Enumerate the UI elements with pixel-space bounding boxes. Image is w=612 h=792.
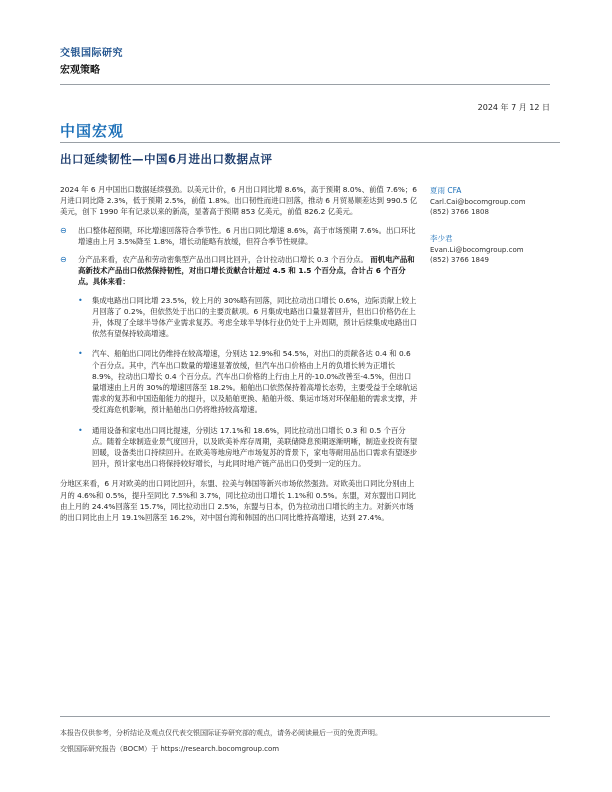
circle-minus-icon: ⊖ (60, 255, 67, 265)
report-date: 2024 年 7 月 12 日 (477, 103, 550, 112)
sub-bullet-autos-ships (60, 348, 418, 415)
sub-bullet-ic (60, 295, 418, 340)
sub-bullet-text: 汽车、船舶出口同比仍维持在较高增速，分别达 12.9%和 54.5%，对出口的贡献各达 0.4 和 0.6 个百分点。其中，汽车出口数量的增速显著放缓，但汽车出口价格由上月的负增长转为正增长 8.9%，拉动出口增长 0.4 个百分点。汽车出口价格的上行由上月的-10.0%改善至-4.5%，但出口量增速由上月的 30%的增速回落至 18.2%。船舶出口依然保持着高增长态势，主要受益于全球航运需求的复苏和中国造船能力的提升，以及船舶更换、船舶升级、集运市场对环保船舶的需求支撑，并受红海危机影响，预计船舶出口仍将维持较高增速。 (92, 349, 418, 415)
analyst-card-1 (430, 186, 560, 218)
analyst-phone: (852) 3766 1849 (430, 256, 489, 264)
footer-disclaimer: 本报告仅供参考，分析结论及观点仅代表交银国际证券研究部的观点，请务必阅读最后一页的免责声明。 (60, 729, 382, 737)
analyst-email[interactable]: Evan.Li@bocomgroup.com (430, 245, 524, 254)
analyst-name: 夏雨 CFA (430, 186, 462, 195)
analyst-card-2 (430, 234, 560, 266)
sub-bullet-text: 集成电路出口同比增 23.5%，较上月的 30%略有回落，同比拉动出口增长 0.6%，边际贡献上较上月回落了 0.2%，但依然处于出口的主要贡献项。6 月集成电路出口量显著回升，但出口价格仍在上升，体现了全球半导体产业需求复苏。考虑全球半导体行业仍处于上升周期，预计后续集成电路出口依然有望保持较高增速。 (92, 295, 418, 339)
sub-bullet-text: 通用设备和家电出口同比提速，分别达 17.1%和 18.6%，同比拉动出口增长 0.3 和 0.5 个百分点。随着全球制造业景气度回升，以及欧美补库存周期，美联储降息预期逐渐明晰，制造业投资有望回暖，设备类出口持续回升。在欧美等地房地产市场复苏的背景下，家电等耐用品出口需求有望逐步回升，预计家电出口将保持较好增长，与此同时地产链产品出口仍受到一定的压力。 (92, 425, 418, 469)
analyst-email[interactable]: Carl.Cai@bocomgroup.com (430, 197, 526, 206)
main-content (60, 184, 418, 530)
footer-rule (60, 716, 550, 717)
region-paragraph: 分地区来看，6 月对欧美的出口同比回升，东盟、拉美与韩国等新兴市场依然强劲。对欧美出口同比分别由上月的 4.6%和 0.5%，提升至同比 7.5%和 3.7%，同比拉动出口增长 1.1%和 0.5%。东盟，对东盟出口同比由上月的 24.4%回落至 15.7%，同比拉动出口 2.5%，东盟与日本，仍为拉动出口增长的主力。对新兴市场的出口同比由上月 19.1%回落至 16.2%，对中国台湾和韩国的出口同比维持高增速，达到 27.4%。 (60, 479, 416, 523)
bullet-text: 分产品来看，农产品和劳动密集型产品出口同比回升，合计拉动出口增长 0.3 个百分点。 (78, 255, 368, 265)
header-rule (60, 84, 550, 85)
footer-website[interactable]: 交银国际研究报告（BOCM）于 https://research.bocomgroup.com (60, 745, 280, 753)
brand-research-label: 交银国际研究 (60, 48, 123, 59)
analyst-name: 李少君 (430, 234, 453, 243)
bullet-bold-text: 而机电产品和高新技术产品出口依然保持韧性，对出口增长贡献合计超过 4.5 和 1.5 个百分点，合计占 6 个百分点。具体来看： (78, 255, 415, 287)
section-title: 中国宏观 (60, 122, 125, 140)
bullet-dot-icon: • (78, 295, 83, 305)
circle-minus-icon: ⊖ (60, 225, 67, 235)
intro-paragraph: 2024 年 6 月中国出口数据延续强劲。以美元计价，6 月出口同比增 8.6%，高于预期 8.0%、前值 7.6%；6 月进口同比降 2.3%，低于预期 2.5%，前值 1.8%。出口韧性而进口回落，推动 6 月贸易顺差达到 990.5 亿美元，创下 1990 年有记录以来的新高，显著高于预期 853 亿美元，前值 826.2 亿美元。 (60, 185, 418, 217)
bullet-dot-icon: • (78, 425, 83, 435)
bullet-text: 出口整体超预期，环比增速回落符合季节性。6 月出口同比增速 8.6%，高于市场预期 7.6%。出口环比增速由上月 3.5%降至 1.8%，增长动能略有放缓，但符合季节性规律。 (78, 225, 416, 246)
headline: 出口延续韧性—中国6月进出口数据点评 (60, 152, 273, 166)
title-rule (60, 142, 560, 143)
sub-bullet-equipment (60, 425, 418, 470)
bullet-dot-icon: • (78, 349, 83, 359)
bullet-products (60, 254, 418, 288)
bullet-export-overall (60, 225, 418, 247)
analyst-phone: (852) 3766 1808 (430, 208, 489, 216)
brand-section-label: 宏观策略 (60, 65, 100, 76)
